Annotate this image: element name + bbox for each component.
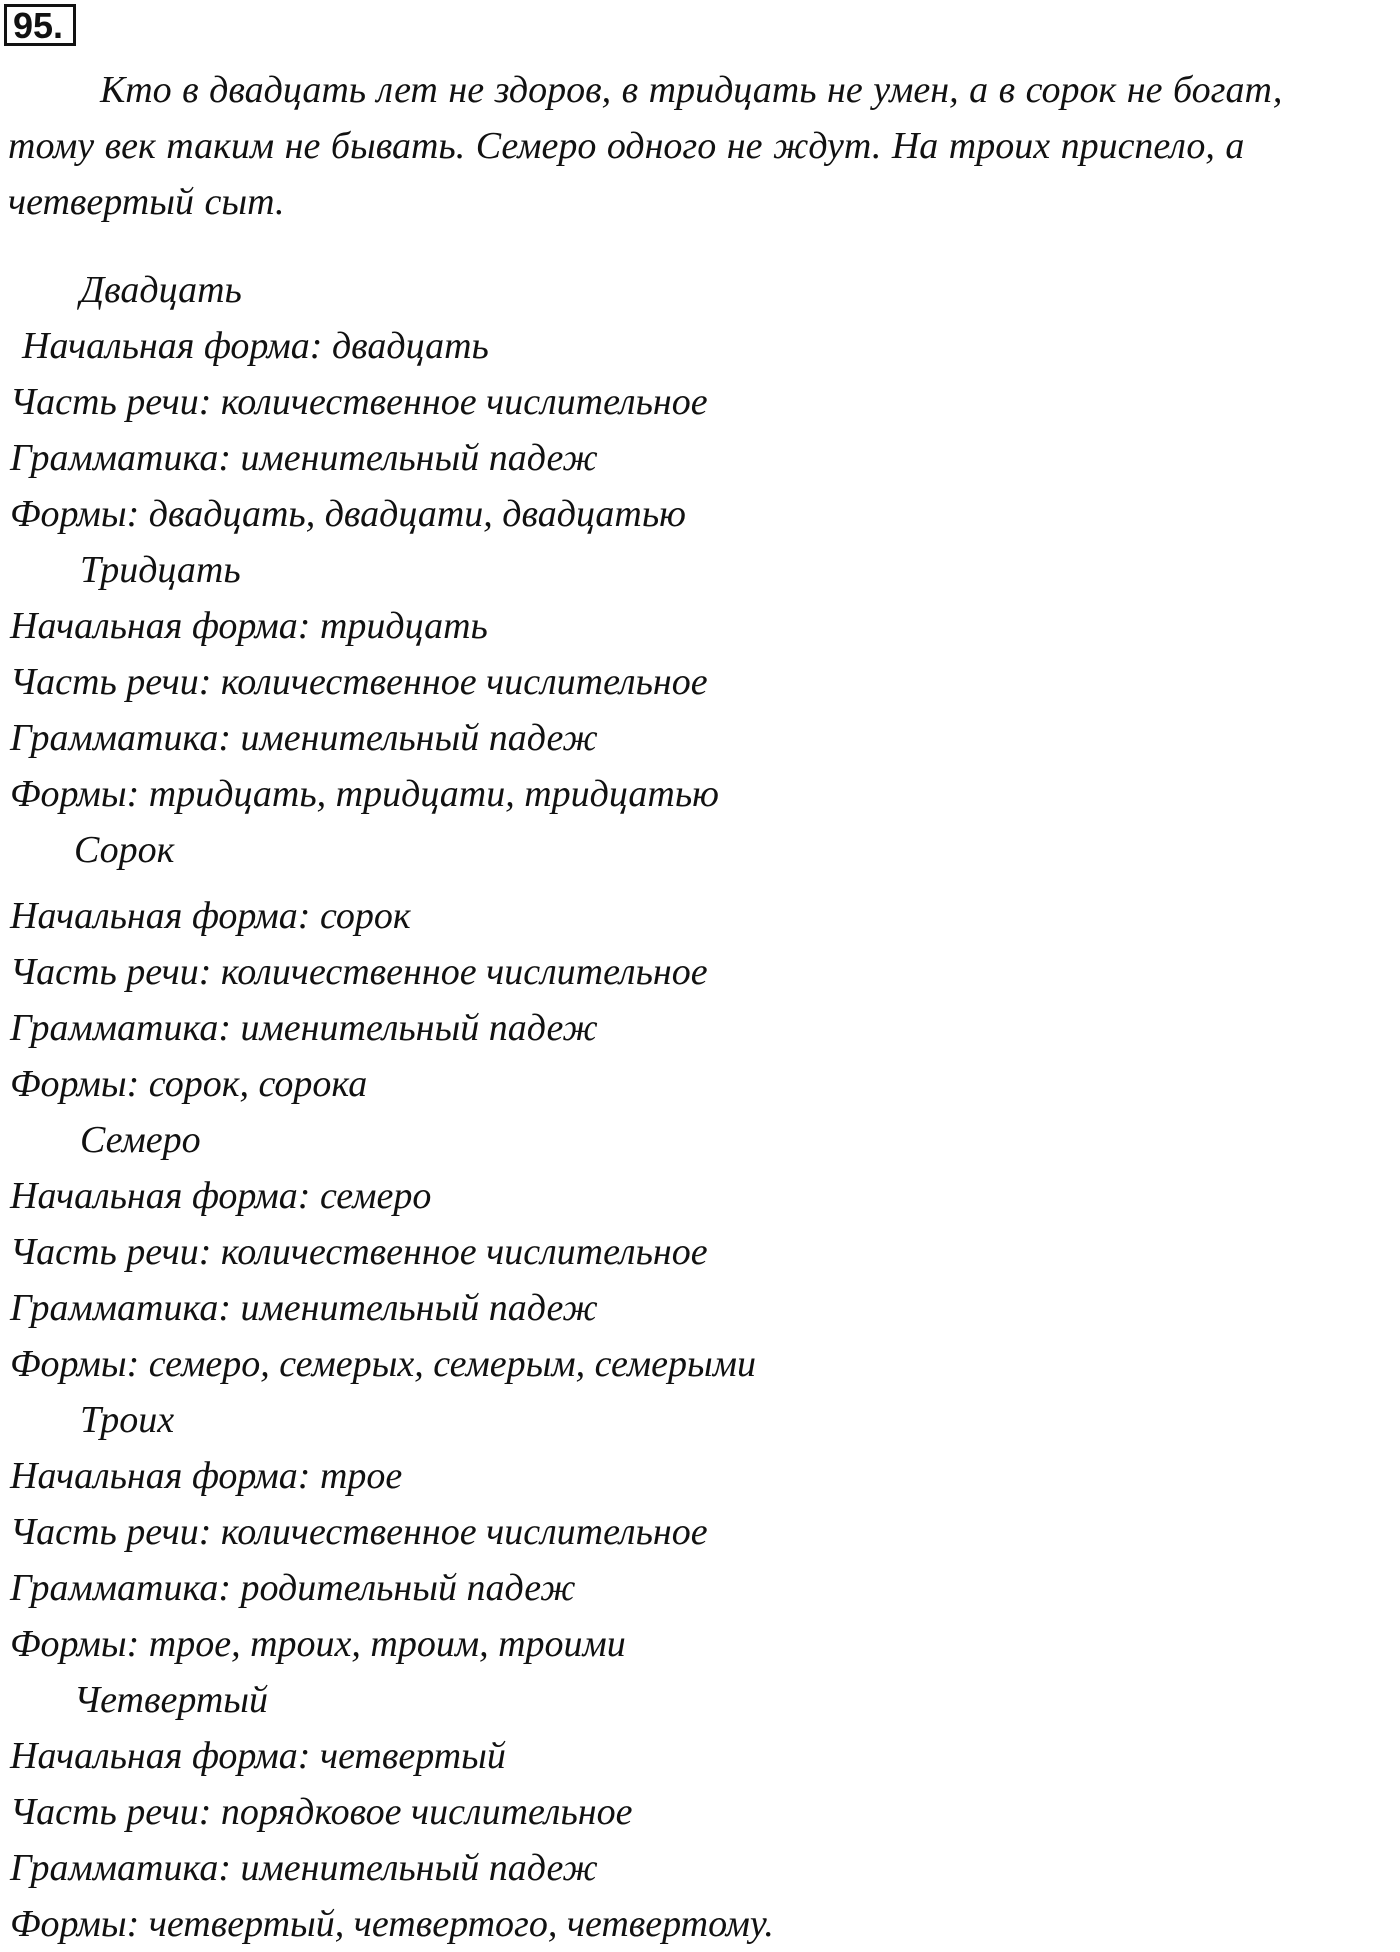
entry-word: Четвертый <box>74 1679 269 1721</box>
entry-initial-form: Начальная форма: тридцать <box>10 605 488 647</box>
analysis-entry <box>0 1112 1390 1392</box>
proverb-line: Кто в двадцать лет не здоров, в тридцать не умен, а в сорок не богат, <box>100 69 1283 111</box>
entry-part-of-speech: Часть речи: количественное числительное <box>10 1231 708 1273</box>
entry-word: Тридцать <box>80 549 241 591</box>
proverb-text <box>8 62 1393 230</box>
entry-forms: Формы: семеро, семерых, семерым, семерыми <box>10 1343 756 1385</box>
entry-initial-form: Начальная форма: семеро <box>10 1175 432 1217</box>
entry-word: Сорок <box>74 829 175 871</box>
entry-word: Двадцать <box>80 269 242 311</box>
task-number-box: 95. <box>4 4 76 46</box>
analysis-entry <box>0 1392 1390 1672</box>
analysis-entry <box>0 822 1390 1112</box>
entry-part-of-speech: Часть речи: количественное числительное <box>10 381 708 423</box>
analysis-entry <box>0 542 1390 822</box>
entry-grammar: Грамматика: именительный падеж <box>10 1007 598 1049</box>
entry-part-of-speech: Часть речи: количественное числительное <box>10 951 708 993</box>
analysis-entry <box>0 262 1390 542</box>
entry-initial-form: Начальная форма: двадцать <box>22 325 489 367</box>
entry-forms: Формы: сорок, сорока <box>10 1063 368 1105</box>
entry-word: Троих <box>80 1399 175 1441</box>
proverb-line: тому век таким не бывать. Семеро одного не ждут. На троих приспело, а <box>8 125 1245 167</box>
entry-grammar: Грамматика: именительный падеж <box>10 1287 598 1329</box>
entry-forms: Формы: четвертый, четвертого, четвертому. <box>10 1903 774 1945</box>
entry-part-of-speech: Часть речи: количественное числительное <box>10 1511 708 1553</box>
entry-initial-form: Начальная форма: трое <box>10 1455 403 1497</box>
entry-initial-form: Начальная форма: сорок <box>10 895 411 937</box>
morphological-analysis <box>0 262 1390 1952</box>
entry-grammar: Грамматика: именительный падеж <box>10 1847 598 1889</box>
entry-grammar: Грамматика: именительный падеж <box>10 717 598 759</box>
entry-forms: Формы: двадцать, двадцати, двадцатью <box>10 493 686 535</box>
entry-part-of-speech: Часть речи: порядковое числительное <box>10 1791 633 1833</box>
analysis-entry <box>0 1672 1390 1952</box>
entry-word: Семеро <box>80 1119 201 1161</box>
entry-initial-form: Начальная форма: четвертый <box>10 1735 506 1777</box>
entry-forms: Формы: трое, троих, троим, троими <box>10 1623 626 1665</box>
proverb-line: четвертый сыт. <box>8 181 285 223</box>
entry-forms: Формы: тридцать, тридцати, тридцатью <box>10 773 719 815</box>
entry-part-of-speech: Часть речи: количественное числительное <box>10 661 708 703</box>
entry-grammar: Грамматика: родительный падеж <box>10 1567 576 1609</box>
entry-grammar: Грамматика: именительный падеж <box>10 437 598 479</box>
